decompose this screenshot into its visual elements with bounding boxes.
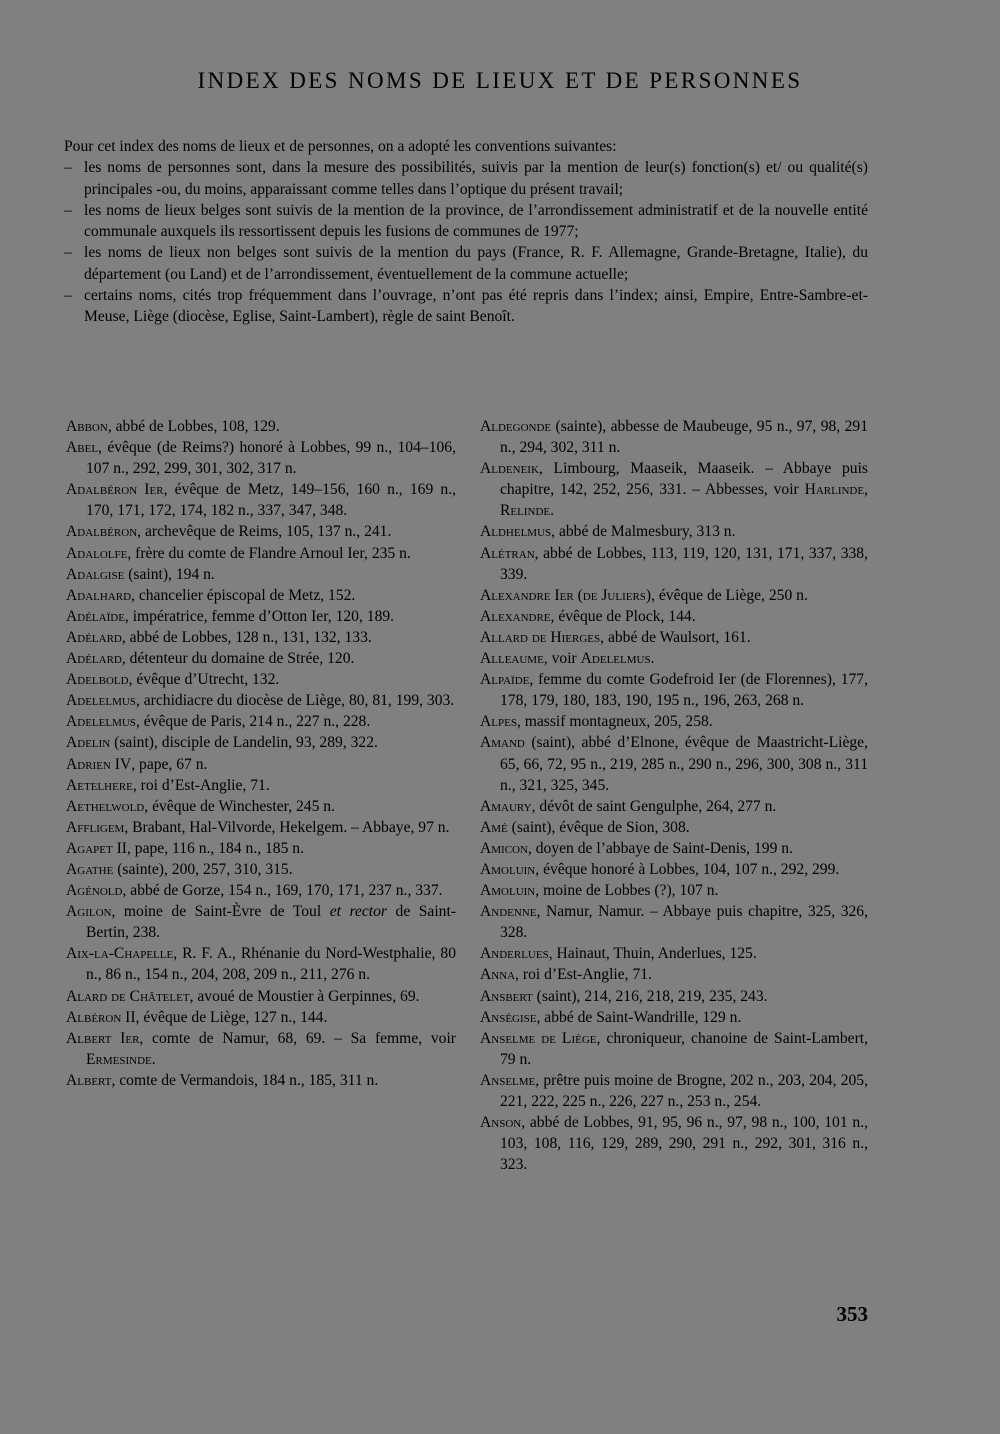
index-entry [66,606,456,627]
entry-name: Agénold [66,882,123,900]
index-entry [480,1007,868,1028]
entry-text: , avoué de Moustier à Gerpinnes, 69. [189,987,420,1005]
entry-name: Adalbéron [66,523,138,541]
entry-name: Anselme [480,1071,536,1089]
entry-text: , Namur, Namur. – Abbaye puis chapitre, 325, 326, 328. [500,903,868,942]
entry-name: Adelelmus [66,713,136,731]
index-entry [66,880,456,901]
entry-text: , évêque de Paris, 214 n., 227 n., 228. [135,713,371,731]
entry-name: Agathe [66,860,114,878]
entry-text: , évêque honoré à Lobbes, 104, 107 n., 292, 299. [535,860,840,878]
convention-item: – les noms de lieux non belges sont suivis de la mention du pays (France, R. F. Allemagne, Grande-Bretagne, Italie), du département (ou Land) et de l’arrondissement, éventuellement de la commune actuelle; [64,242,868,285]
entry-text: , évêque (de Reims?) honoré à Lobbes, 99 n., 104–106, 107 n., 292, 299, 301, 302, 317 n. [86,439,456,478]
entry-name: Amoluin [480,860,536,878]
index-entry [66,543,456,564]
entry-name: Affligem [66,818,125,836]
entry-text: (sainte), abbesse de Maubeuge, 95 n., 97, 98, 291 n., 294, 302, 311 n. [500,418,868,457]
index-entry [66,838,456,859]
entry-text: , Limbourg, Maaseik, Maaseik. – Abbaye puis chapitre, 142, 252, 256, 331. – Abbesses, voir [500,460,868,499]
entry-name: Anna [480,966,516,984]
entry-text: , abbé de Gorze, 154 n., 169, 170, 171, 237 n., 337. [122,882,443,900]
entry-text: . [550,502,555,520]
entry-name: Abel [66,439,99,457]
index-entry [480,606,868,627]
entry-name: Adalgise [66,565,125,583]
entry-name: Adélard [66,628,122,646]
entry-name: Adalbéron Ier [66,481,164,499]
entry-name: Alleaume [480,650,544,668]
index-entry [480,901,868,943]
entry-text: . [151,1050,156,1068]
index-entry [480,416,868,458]
page-number: 353 [836,1302,868,1326]
entry-name: Amicon [480,839,528,857]
index-entry [66,648,456,669]
entry-name: Aetelhere [66,776,133,794]
entry-name: Albert Ier [66,1029,140,1047]
index-entry [480,817,868,838]
index-entry [66,669,456,690]
index-entry [480,859,868,880]
entry-name: Adrien IV [66,755,132,773]
index-entry [66,521,456,542]
entry-text: , abbé de Lobbes, 128 n., 131, 132, 133. [121,628,372,646]
index-entry [480,1112,868,1175]
entry-name: Albéron II [66,1008,136,1026]
index-entry [480,648,868,669]
entry-text: , impératrice, femme d’Otton Ier, 120, 189. [124,607,395,625]
index-entry [66,986,456,1007]
entry-text: , évêque de Liège, 127 n., 144. [135,1008,328,1026]
entry-text: . [650,650,655,668]
entry-text: , évêque de Winchester, 245 n. [144,797,335,815]
entry-name: Allard de Hierges [480,628,601,646]
index-column-right [480,416,868,1175]
index-entry [480,1028,868,1070]
index-entry [480,585,868,606]
entry-text: (saint), 194 n. [124,565,215,583]
index-entry [480,543,868,585]
convention-item: – les noms de lieux belges sont suivis de la mention de la province, de l’arrondissement administratif et de la nouvelle entité communale auxquels ils ressortissent depuis les fusions de communes de 1977; [64,200,868,243]
entry-text: , détenteur du domaine de Strée, 120. [121,650,355,668]
entry-name: Amé [480,818,508,836]
entry-name: Adelelmus [66,692,136,710]
entry-text: de Saint-Bertin, 238. [86,903,457,942]
entry-text: , évêque de Plock, 144. [550,607,696,625]
entry-name: Agapet II [66,839,127,857]
entry-text: (saint), évêque de Sion, 308. [507,818,690,836]
entry-name: Alexandre [480,607,551,625]
page-title: INDEX DES NOMS DE LIEUX ET DE PERSONNES [197,68,803,93]
index-entry [66,1070,456,1091]
entry-name: Alexandre Ier (de Juliers) [480,586,652,604]
index-entry [480,627,868,648]
index-entry [480,986,868,1007]
index-entry [480,943,868,964]
index-entry [66,479,456,521]
entry-text: (saint), 214, 216, 218, 219, 235, 243. [532,987,768,1005]
entry-text: , roi d’Est-Anglie, 71. [515,966,652,984]
entry-name: Anderlues [480,945,549,963]
entry-text: , archidiacre du diocèse de Liège, 80, 81, 199, 303. [135,692,455,710]
entry-text: , abbé de Lobbes, 113, 119, 120, 131, 171, 337, 338, 339. [500,544,868,583]
entry-name: Aix-la-Chapelle [66,945,174,963]
index-entry [480,880,868,901]
entry-text: , prêtre puis moine de Brogne, 202 n., 203, 204, 205, 221, 222, 225 n., 226, 227 n., 253 n., 254. [500,1071,868,1110]
index-entry [66,754,456,775]
entry-name: Adelbold [66,671,129,689]
entry-text: , massif montagneux, 205, 258. [516,713,713,731]
entry-name: Amaury [480,797,532,815]
entry-name: Abbon [66,418,108,435]
index-entry [66,859,456,880]
entry-name: Alpes [480,713,517,731]
entry-text: , moine de Lobbes (?), 107 n. [535,882,719,900]
entry-text: , dévôt de saint Gengulphe, 264, 277 n. [531,797,777,815]
index-entry [66,627,456,648]
entry-name: Adélaïde [66,607,125,625]
index-entry [66,901,456,943]
entry-text: , abbé de Waulsort, 161. [600,628,751,646]
index-entry [66,711,456,732]
index-entry [66,437,456,479]
entry-text: , évêque de Liège, 250 n. [651,586,808,604]
entry-text: , chroniqueur, chanoine de Saint-Lambert, 79 n. [500,1029,869,1068]
entry-text: , Brabant, Hal-Vilvorde, Hekelgem. – Abbaye, 97 n. [124,818,450,836]
index-entry [66,1007,456,1028]
entry-text: (saint), disciple de Landelin, 93, 289, 322. [110,734,378,752]
entry-name: Aethelwold [66,797,145,815]
entry-name: Andenne [480,903,537,921]
entry-text: (saint), abbé d’Elnone, évêque de Maastricht-Liège, 65, 66, 72, 95 n., 219, 285 n., 290 n., 296, 300, 308 n., 311 n., 321, 325, 345. [500,734,868,794]
entry-name: Albert [66,1071,112,1089]
entry-text: , comte de Vermandois, 184 n., 185, 311 n. [111,1071,379,1089]
index-entry [66,1028,456,1070]
index-entry [66,817,456,838]
index-entry [480,1070,868,1112]
intro-lead: Pour cet index des noms de lieux et de personnes, on a adopté les conventions suivantes: [64,138,617,155]
index-entry [480,964,868,985]
entry-text: , chancelier épiscopal de Metz, 152. [131,586,356,604]
entry-name: Anselme de Liège [480,1029,597,1047]
index-entry [66,690,456,711]
convention-item: – les noms de personnes sont, dans la mesure des possibilités, suivis par la mention de leur(s) fonction(s) et/ ou qualité(s) principales -ou, du moins, apparaissant comme telles dans l’optique du présent travail; [64,157,868,200]
entry-name: Agilon [66,903,112,921]
entry-text: , Hainaut, Thuin, Anderlues, 125. [548,945,757,963]
entry-name: Alétran [480,544,535,562]
index-entry [66,564,456,585]
entry-text: (sainte), 200, 257, 310, 315. [113,860,293,878]
index-entry [66,732,456,753]
entry-text: , moine de Saint-Èvre de Toul [111,903,330,921]
entry-text: , frère du comte de Flandre Arnoul Ier, 235 n. [127,544,411,562]
entry-text: , archevêque de Reims, 105, 137 n., 241. [137,523,392,541]
entry-text: , R. F. A., Rhénanie du Nord-Westphalie, 80 n., 86 n., 154 n., 204, 208, 209 n., 211, 276 n. [86,945,456,984]
entry-name: Adelin [66,734,111,752]
index-entry [480,711,868,732]
entry-text: , évêque d’Utrecht, 132. [128,671,280,689]
entry-text: , pape, 67 n. [131,755,208,773]
entry-name: Adélard [66,650,122,668]
entry-name: Alpaïde [480,671,530,689]
index-entry [480,669,868,711]
entry-name: Aldhelmus [480,523,552,541]
index-entry [66,796,456,817]
entry-text: , comte de Namur, 68, 69. – Sa femme, voir [139,1029,456,1047]
entry-text: , abbé de Saint-Wandrille, 129 n. [536,1008,742,1026]
entry-name: Adalhard [66,586,132,604]
entry-name: Adalolfe [66,544,128,562]
index-entry [66,943,456,985]
entry-text: , doyen de l’abbaye de Saint-Denis, 199 n. [527,839,793,857]
entry-name: Amand [480,734,525,752]
entry-text: , pape, 116 n., 184 n., 185 n. [127,839,304,857]
entry-text: , abbé de Lobbes, 91, 95, 96 n., 97, 98 n., 100, 101 n., 103, 108, 116, 129, 289, 290, 291 n., 292, 301, 316 n., 323. [500,1114,868,1174]
entry-name: Amoluin [480,882,536,900]
entry-name: Ansbert [480,987,533,1005]
entry-cross-reference: Harlinde, Relinde [500,481,868,520]
index-entry [66,585,456,606]
entry-italic: et rector [329,903,387,921]
index-entry [66,416,456,437]
entry-name: Aldegonde [480,418,552,435]
index-column-left [66,416,456,1091]
entry-text: , évêque de Metz, 149–156, 160 n., 169 n., 170, 171, 172, 174, 182 n., 337, 347, 348. [86,481,457,520]
entry-text: , voir [543,650,581,668]
entry-name: Anségise [480,1008,537,1026]
index-entry [480,521,868,542]
convention-item: – certains noms, cités trop fréquemment dans l’ouvrage, n’ont pas été repris dans l’index; ainsi, Empire, Entre-Sambre-et-Meuse, Liège (diocèse, Eglise, Saint-Lambert), règle de saint Benoît. [64,285,868,328]
index-entry [480,458,868,521]
intro-section [64,136,868,328]
conventions-list [64,157,868,327]
entry-text: , roi d’Est-Anglie, 71. [132,776,270,794]
entry-name: Aldeneik [480,460,539,478]
entry-text: , abbé de Malmesbury, 313 n. [551,523,736,541]
index-entry [480,838,868,859]
entry-text: , femme du comte Godefroid Ier (de Florennes), 177, 178, 179, 180, 183, 190, 195 n., 196, 263, 268 n. [500,671,868,710]
index-entry [66,775,456,796]
entry-cross-reference: Adelelmus [580,650,651,668]
index-entry [480,732,868,795]
entry-cross-reference: Ermesinde [86,1050,152,1068]
entry-text: , abbé de Lobbes, 108, 129. [107,418,280,435]
entry-name: Alard de Châtelet [66,987,190,1005]
index-entry [480,796,868,817]
entry-name: Anson [480,1114,522,1132]
